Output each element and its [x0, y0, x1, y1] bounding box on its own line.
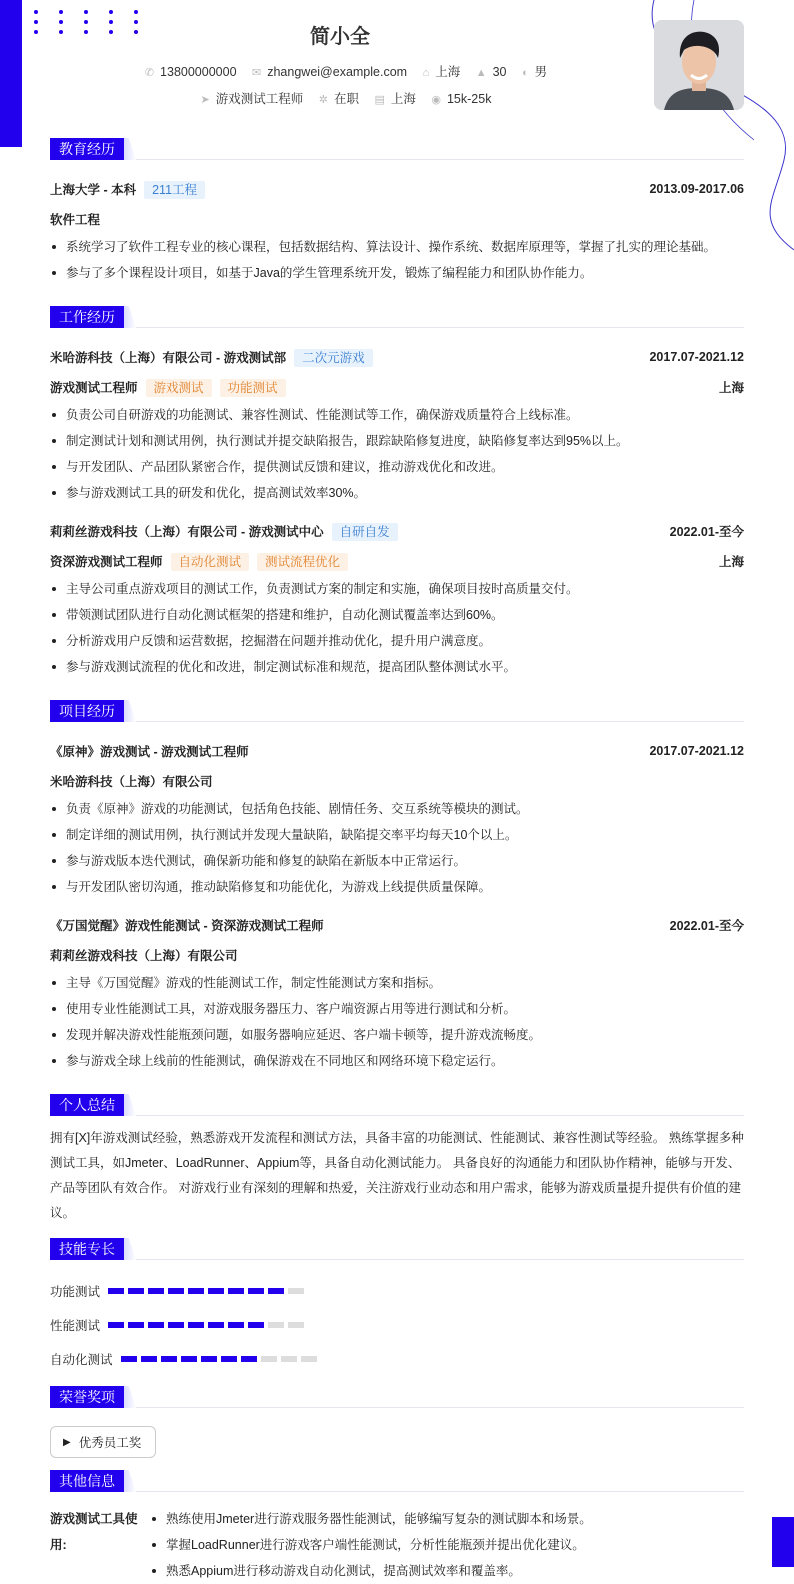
skill-level-segment: [288, 1322, 304, 1328]
age-icon: ▲: [475, 67, 487, 79]
date: 2013.09-2017.06: [649, 182, 744, 196]
job-line: [0, 89, 680, 107]
role-line: [50, 552, 348, 571]
send-icon: ➤: [200, 94, 210, 106]
building-icon: ▤: [374, 94, 385, 106]
phone-icon: ✆: [144, 67, 155, 79]
entry-row: [50, 736, 744, 766]
status-icon: ✲: [318, 94, 328, 106]
education-section-title: 教育经历: [50, 138, 124, 160]
bullet-list: [50, 402, 744, 506]
contact-line: [0, 62, 680, 80]
work-city: 上海: [718, 555, 744, 569]
skill-name: 性能测试: [50, 1319, 101, 1333]
salary-icon: ◉: [431, 94, 441, 106]
list-item: 参与游戏版本迭代测试，确保新功能和修复的缺陷在新版本中正常运行。: [50, 848, 744, 874]
skill-level-segment: [288, 1288, 304, 1294]
role: 资深游戏测试工程师: [50, 554, 163, 569]
spacer: [50, 296, 744, 306]
skill-level-segment: [268, 1288, 284, 1294]
other-label: 游戏测试工具使用:: [50, 1512, 138, 1552]
other-section-header: [50, 1470, 744, 1492]
school-line: [50, 180, 205, 199]
spacer: [50, 1084, 744, 1094]
work-section-title: 工作经历: [50, 306, 124, 328]
skill-level-segment: [208, 1288, 224, 1294]
school-tag: 211工程: [144, 181, 205, 199]
skill-level-segment: [128, 1322, 144, 1328]
skill-level-segment: [108, 1322, 124, 1328]
awards-section-header: [50, 1386, 744, 1408]
skill-level-segment: [248, 1322, 264, 1328]
award-item[interactable]: [50, 1426, 156, 1458]
company-line: [50, 348, 373, 367]
salary: 15k-25k: [446, 92, 492, 106]
gender-icon: ◐: [522, 67, 529, 79]
major-row: [50, 204, 744, 234]
skill-level-segment: [281, 1356, 297, 1362]
list-item: 分析游戏用户反馈和运营数据，挖掘潜在问题并推动优化，提升用户满意度。: [50, 628, 744, 654]
list-item: 系统学习了软件工程专业的核心课程，包括数据结构、算法设计、操作系统、数据库原理等，掌握了扎实的理论基础。: [50, 234, 744, 260]
skill-name: 自动化测试: [50, 1353, 113, 1367]
list-item: 掌握LoadRunner进行游戏客户端性能测试，分析性能瓶颈并提出优化建议。: [150, 1532, 592, 1558]
decor-right-bar: [772, 1517, 794, 1567]
skill-level-segment: [141, 1356, 157, 1362]
phone: 13800000000: [160, 65, 237, 79]
role: 游戏测试工程师: [50, 380, 138, 395]
skill-level-segment: [148, 1288, 164, 1294]
skill-level-bar: [108, 1322, 304, 1328]
job: 游戏测试工程师: [215, 92, 304, 106]
skill-level-segment: [268, 1322, 284, 1328]
skill-item: [50, 1342, 404, 1376]
skill-level-segment: [168, 1288, 184, 1294]
summary-text: 拥有[X]年游戏测试经验，熟悉游戏开发流程和测试方法，具备丰富的功能测试、性能测试、兼容性测试等经验。 熟练掌握多种测试工具，如Jmeter、LoadRunner、Appium等，具备自动化测试能力。 具备良好的沟通能力和团队协作精神，能够与开发、产品等团队有效合作。 对游戏行业有深刻的理解和热爱，关注游戏行业动态和用户需求，能够为游戏质量提升提供有价值的建议。: [50, 1131, 744, 1220]
bullet-list: [50, 796, 744, 900]
other-info: [50, 1506, 744, 1584]
role-tag: 测试流程优化: [257, 553, 348, 571]
skill-level-segment: [181, 1356, 197, 1362]
list-item: 与开发团队、产品团队紧密合作，提供测试反馈和建议，推动游戏优化和改进。: [50, 454, 744, 480]
summary-section-title: 个人总结: [50, 1094, 124, 1116]
entry-row: [50, 342, 744, 372]
target-city: 上海: [390, 92, 416, 106]
list-item: 参与了多个课程设计项目，如基于Java的学生管理系统开发，锻炼了编程能力和团队协作能力。: [50, 260, 744, 286]
play-icon: ▶: [63, 1436, 71, 1448]
list-item: 制定详细的测试用例，执行测试并发现大量缺陷，缺陷提交率平均每天10个以上。: [50, 822, 744, 848]
project-company-row: [50, 766, 744, 796]
project-name: 《万国觉醒》游戏性能测试 - 资深游戏测试工程师: [50, 919, 324, 933]
spacer: [50, 286, 744, 296]
spacer: [50, 680, 744, 690]
list-item: 负责公司自研游戏的功能测试、兼容性测试、性能测试等工作，确保游戏质量符合上线标准。: [50, 402, 744, 428]
company: 米哈游科技（上海）有限公司 - 游戏测试部: [50, 350, 287, 365]
skill-level-bar: [121, 1356, 317, 1362]
skill-level-segment: [241, 1356, 257, 1362]
award-label: 优秀员工奖: [78, 1436, 142, 1450]
skill-level-segment: [128, 1288, 144, 1294]
list-item: 参与游戏测试工具的研发和优化，提高测试效率30%。: [50, 480, 744, 506]
list-item: 发现并解决游戏性能瓶颈问题，如服务器响应延迟、客户端卡顿等，提升游戏流畅度。: [50, 1022, 744, 1048]
email: zhangwei@example.com: [267, 65, 408, 79]
date: 2017.07-2021.12: [649, 744, 744, 758]
spacer: [50, 506, 744, 516]
project-company: 米哈游科技（上海）有限公司: [50, 775, 213, 789]
list-item: 与开发团队密切沟通，推动缺陷修复和功能优化，为游戏上线提供质量保障。: [50, 874, 744, 900]
education-section-header: [50, 138, 744, 160]
candidate-name: 简小全: [310, 26, 370, 48]
skill-level-segment: [148, 1322, 164, 1328]
list-item: 熟练使用Jmeter进行游戏服务器性能测试，能够编写复杂的测试脚本和场景。: [150, 1506, 592, 1532]
skill-level-segment: [228, 1322, 244, 1328]
list-item: 带领测试团队进行自动化测试框架的搭建和维护，自动化测试覆盖率达到60%。: [50, 602, 744, 628]
skill-level-segment: [108, 1288, 124, 1294]
role-tag: 自动化测试: [171, 553, 250, 571]
age: 30: [492, 65, 507, 79]
list-item: 制定测试计划和测试用例，执行测试并提交缺陷报告，跟踪缺陷修复进度，缺陷修复率达到95%以上。: [50, 428, 744, 454]
project-company-row: [50, 940, 744, 970]
bullet-list: [50, 576, 744, 680]
entry-row: [50, 516, 744, 546]
summary-section-header: [50, 1094, 744, 1116]
list-item: 参与游戏全球上线前的性能测试，确保游戏在不同地区和网络环境下稳定运行。: [50, 1048, 744, 1074]
list-item: 使用专业性能测试工具，对游戏服务器压力、客户端资源占用等进行测试和分析。: [50, 996, 744, 1022]
skills-list: [50, 1274, 744, 1376]
email-icon: ✉: [252, 67, 262, 79]
major: 软件工程: [50, 213, 101, 227]
skill-level-segment: [221, 1356, 237, 1362]
school: 上海大学 - 本科: [50, 182, 137, 197]
spacer: [50, 900, 744, 910]
work-section-header: [50, 306, 744, 328]
date: 2017.07-2021.12: [649, 350, 744, 364]
entry-row: [50, 546, 744, 576]
skills-section-header: [50, 1238, 744, 1260]
list-item: 主导公司重点游戏项目的测试工作，负责测试方案的制定和实施，确保项目按时高质量交付。: [50, 576, 744, 602]
company: 莉莉丝游戏科技（上海）有限公司 - 游戏测试中心: [50, 524, 324, 539]
status: 在职: [333, 92, 359, 106]
list-item: 参与游戏测试流程的优化和改进，制定测试标准和规范，提高团队整体测试水平。: [50, 654, 744, 680]
avatar-photo: [654, 20, 744, 110]
skill-level-segment: [261, 1356, 277, 1362]
entry-row: [50, 910, 744, 940]
skill-level-segment: [121, 1356, 137, 1362]
role-line: [50, 378, 286, 397]
gender: 男: [534, 65, 548, 79]
skill-level-segment: [188, 1322, 204, 1328]
spacer: [50, 690, 744, 700]
city: 上海: [435, 65, 461, 79]
role-tag: 游戏测试: [146, 379, 212, 397]
skills-section-title: 技能专长: [50, 1238, 124, 1260]
date: 2022.01-至今: [669, 525, 744, 539]
skill-name: 功能测试: [50, 1285, 101, 1299]
company-tag: 二次元游戏: [294, 349, 373, 367]
list-item: 熟悉Appium进行移动游戏自动化测试，提高测试效率和覆盖率。: [150, 1558, 592, 1584]
list-item: 负责《原神》游戏的功能测试，包括角色技能、剧情任务、交互系统等模块的测试。: [50, 796, 744, 822]
skill-level-segment: [161, 1356, 177, 1362]
skill-level-segment: [301, 1356, 317, 1362]
bullet-list: [50, 970, 744, 1074]
project-name: 《原神》游戏测试 - 游戏测试工程师: [50, 745, 249, 759]
skill-level-segment: [248, 1288, 264, 1294]
skill-level-segment: [201, 1356, 217, 1362]
awards-section-title: 荣誉奖项: [50, 1386, 124, 1408]
entry-row: [50, 372, 744, 402]
home-icon: ⌂: [422, 67, 430, 79]
bullet-list: [50, 234, 744, 286]
project-company: 莉莉丝游戏科技（上海）有限公司: [50, 949, 238, 963]
date: 2022.01-至今: [669, 919, 744, 933]
skill-level-segment: [208, 1322, 224, 1328]
projects-section-header: [50, 700, 744, 722]
skill-item: [50, 1274, 404, 1308]
work-city: 上海: [718, 381, 744, 395]
entry-row: [50, 174, 744, 204]
spacer: [50, 1074, 744, 1084]
skill-level-segment: [228, 1288, 244, 1294]
skill-level-segment: [188, 1288, 204, 1294]
company-tag: 自研自发: [332, 523, 398, 541]
projects-section-title: 项目经历: [50, 700, 124, 722]
resume-body: [50, 138, 744, 1584]
list-item: 主导《万国觉醒》游戏的性能测试工作，制定性能测试方案和指标。: [50, 970, 744, 996]
skill-item: [50, 1308, 404, 1342]
skill-level-segment: [168, 1322, 184, 1328]
company-line: [50, 522, 398, 541]
bullet-list: [150, 1506, 592, 1584]
other-section-title: 其他信息: [50, 1470, 124, 1492]
role-tag: 功能测试: [220, 379, 286, 397]
skill-level-bar: [108, 1288, 304, 1294]
